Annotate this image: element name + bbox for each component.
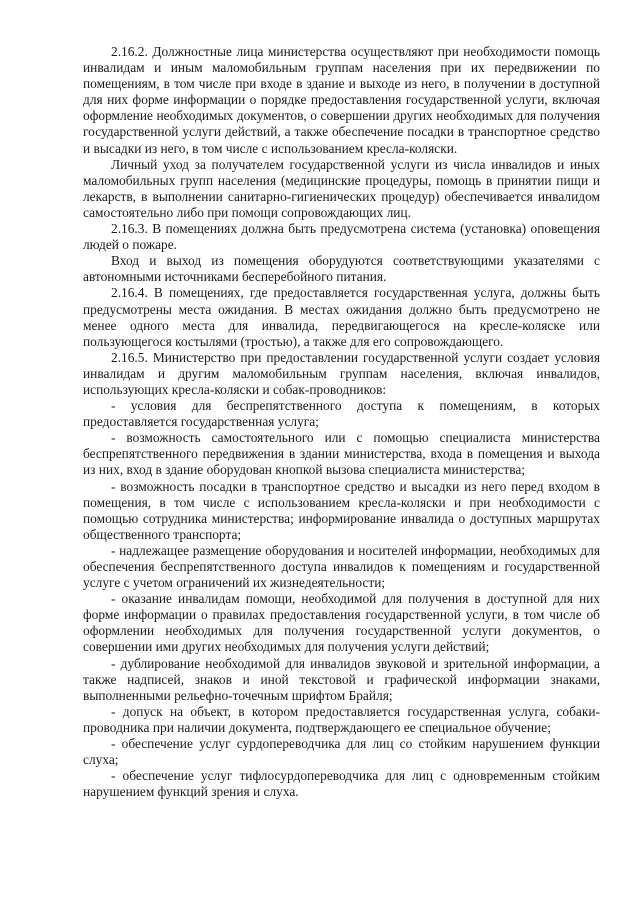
paragraph-2-16-3: 2.16.3. В помещениях должна быть предусмотрена система (установка) оповещения людей о пожаре. <box>83 221 600 253</box>
paragraph-entrance-exit: Вход и выход из помещения оборудуются соответствующими указателями с автономными источниками бесперебойного питания. <box>83 253 600 285</box>
list-item-guide-dog: - допуск на объект, в котором предоставляется государственная услуга, собаки-проводника при наличии документа, подтверждающего ее специальное обучение; <box>83 703 600 735</box>
list-item-transport-boarding: - возможность посадки в транспортное средство и высадки из него перед входом в помещения, в том числе с использованием кресла-коляски и при необходимости с помощью сотрудника министерства; информирование инвалида о доступных маршрутах общественного транспорта; <box>83 478 600 542</box>
list-item-movement: - возможность самостоятельного или с помощью специалиста министерства беспрепятственного передвижения в здании министерства, входа в помещения и выхода из них, вход в здание оборудован кнопкой вызова специалиста министерства; <box>83 430 600 478</box>
list-item-braille-duplication: - дублирование необходимой для инвалидов звуковой и зрительной информации, а также надписей, знаков и иной текстовой и графической информации знаками, выполненными рельефно-точечным шрифтом Брайля; <box>83 655 600 703</box>
list-item-deafblind-interpreter: - обеспечение услуг тифлосурдопереводчика для лиц с одновременным стойким нарушением функций зрения и слуха. <box>83 768 600 800</box>
list-item-equipment-placement: - надлежащее размещение оборудования и носителей информации, необходимых для обеспечения беспрепятственного доступа инвалидов к помещениям и государственной услуге с учетом ограничений их жизнедеятельности; <box>83 542 600 591</box>
list-item-information-help: - оказание инвалидам помощи, необходимой для получения в доступной для них форме информации о правилах предоставления государственной услуги, в том числе об оформлении необходимых для получения государственной услуги документов, о совершении ими других необходимых для получения услуги действий; <box>83 591 600 655</box>
paragraph-2-16-5: 2.16.5. Министерство при предоставлении государственной услуги создает условия инвалидам и другим маломобильным группам населения, включая инвалидов, использующих кресла-коляски и собак-проводников: <box>83 349 600 397</box>
paragraph-2-16-2: 2.16.2. Должностные лица министерства осуществляют при необходимости помощь инвалидам и иным маломобильным группам населения при их передвижении по помещениям, в том числе при входе в здание и выходе из него, в получении в доступной для них форме информации о порядке предоставления государственной услуги, включая оформление необходимых документов, о совершении других необходимых для получения государственной услуги действий, а также обеспечение посадки в транспортное средство и высадки из него, в том числе с использованием кресла-коляски. <box>83 44 600 156</box>
paragraph-2-16-4: 2.16.4. В помещениях, где предоставляется государственная услуга, должны быть предусмотрены места ожидания. В местах ожидания должно быть предусмотрено не менее одного места для инвалида, передвигающегося на кресле-коляске или пользующегося костылями (тростью), а также для его сопровождающего. <box>83 285 600 349</box>
list-item-sign-interpreter: - обеспечение услуг сурдопереводчика для лиц со стойким нарушением функции слуха; <box>83 736 600 768</box>
list-item-access-conditions: - условия для беспрепятственного доступа к помещениям, в которых предоставляется государственная услуга; <box>83 398 600 430</box>
paragraph-personal-care: Личный уход за получателем государственной услуги из числа инвалидов и иных маломобильных групп населения (медицинские процедуры, помощь в принятии пищи и лекарств, в выполнении санитарно-гигиенических процедур) обеспечивается инвалидом самостоятельно либо при помощи сопровождающих лиц. <box>83 156 600 220</box>
document-page <box>83 44 600 800</box>
